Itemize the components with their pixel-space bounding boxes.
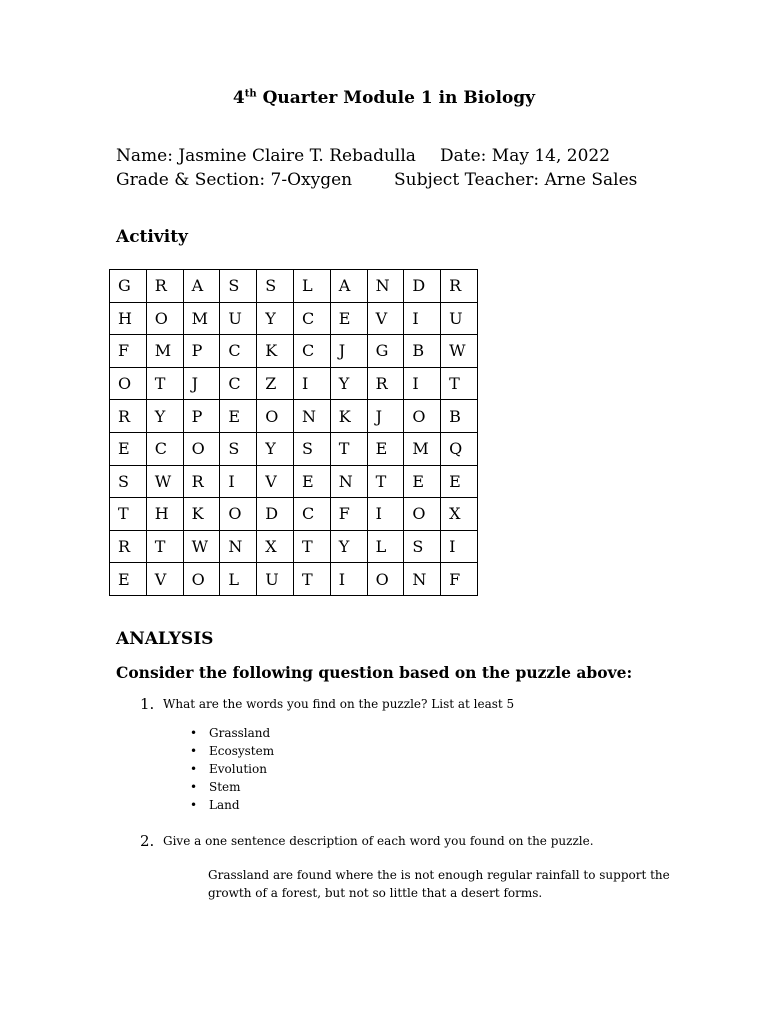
subject-teacher: Subject Teacher: Arne Sales [394, 170, 638, 190]
grid-cell: L [367, 530, 404, 563]
grid-cell: O [257, 400, 294, 433]
grid-cell: T [146, 367, 183, 400]
grid-cell: M [146, 335, 183, 368]
grid-cell: J [183, 367, 220, 400]
question-2-number: 2. [140, 832, 155, 850]
answer-text: Grassland are found where the is not enough regular rainfall to support the growth of a forest, but not so little that a desert forms. [208, 868, 670, 900]
grid-cell: X [257, 530, 294, 563]
list-item: • Stem [190, 778, 274, 796]
grid-cell: T [146, 530, 183, 563]
grid-row [110, 302, 478, 335]
grid-cell: O [220, 498, 257, 531]
grid-cell: I [293, 367, 330, 400]
grid-cell: A [330, 270, 367, 303]
grid-cell: E [220, 400, 257, 433]
page-title [0, 88, 768, 108]
grid-cell: T [330, 432, 367, 465]
grid-cell: C [293, 302, 330, 335]
question-2-text: Give a one sentence description of each word you found on the puzzle. [163, 834, 594, 848]
title-number: 4 [232, 88, 245, 108]
grid-cell: W [441, 335, 478, 368]
grid-cell: L [293, 270, 330, 303]
grid-cell: T [441, 367, 478, 400]
grid-cell: R [441, 270, 478, 303]
grid-cell: U [257, 563, 294, 596]
grid-cell: F [441, 563, 478, 596]
grid-cell: B [404, 335, 441, 368]
grid-cell: Y [257, 302, 294, 335]
analysis-heading: ANALYSIS [116, 629, 214, 649]
grid-row [110, 465, 478, 498]
grid-cell: Y [146, 400, 183, 433]
grid-cell: S [293, 432, 330, 465]
grid-cell: I [330, 563, 367, 596]
instruction-text: Consider the following question based on the puzzle above: [116, 663, 633, 682]
list-item: • Evolution [190, 760, 274, 778]
grid-cell: C [220, 335, 257, 368]
grid-cell: I [441, 530, 478, 563]
grid-cell: H [110, 302, 147, 335]
grade-section: Grade & Section: 7-Oxygen [116, 170, 353, 190]
list-item: • Ecosystem [190, 742, 274, 760]
title-superscript: th [244, 88, 257, 100]
grid-cell: R [146, 270, 183, 303]
grid-cell: N [330, 465, 367, 498]
grid-cell: E [110, 563, 147, 596]
grid-cell: T [293, 530, 330, 563]
grid-cell: J [367, 400, 404, 433]
grid-cell: S [110, 465, 147, 498]
grid-cell: N [404, 563, 441, 596]
word-list [190, 724, 274, 814]
grid-cell: K [330, 400, 367, 433]
grid-cell: V [367, 302, 404, 335]
grid-row [110, 400, 478, 433]
grid-cell: O [146, 302, 183, 335]
grid-cell: S [257, 270, 294, 303]
grid-cell: C [293, 335, 330, 368]
grid-cell: O [110, 367, 147, 400]
grid-cell: O [404, 400, 441, 433]
list-item: • Grassland [190, 724, 274, 742]
grid-cell: Y [330, 367, 367, 400]
grid-cell: S [220, 432, 257, 465]
grid-cell: E [404, 465, 441, 498]
grid-cell: O [183, 563, 220, 596]
grid-cell: C [293, 498, 330, 531]
grid-cell: M [404, 432, 441, 465]
grid-cell: P [183, 335, 220, 368]
grid-cell: H [146, 498, 183, 531]
grid-cell: I [404, 367, 441, 400]
grid-cell: U [220, 302, 257, 335]
grid-cell: Y [257, 432, 294, 465]
grid-cell: R [183, 465, 220, 498]
grid-cell: W [146, 465, 183, 498]
grid-cell: E [441, 465, 478, 498]
grid-cell: F [110, 335, 147, 368]
grid-row [110, 335, 478, 368]
grid-cell: O [367, 563, 404, 596]
grid-cell: J [330, 335, 367, 368]
list-item: • Land [190, 796, 274, 814]
grid-row [110, 498, 478, 531]
grid-cell: Y [330, 530, 367, 563]
date-field: Date: May 14, 2022 [440, 146, 611, 166]
grid-cell: D [257, 498, 294, 531]
grid-cell: P [183, 400, 220, 433]
word-search-grid [109, 269, 478, 596]
grid-cell: G [110, 270, 147, 303]
grid-cell: D [404, 270, 441, 303]
grid-cell: M [183, 302, 220, 335]
grid-cell: E [367, 432, 404, 465]
grid-row [110, 367, 478, 400]
grid-cell: S [220, 270, 257, 303]
grid-cell: I [367, 498, 404, 531]
grid-cell: Q [441, 432, 478, 465]
grid-cell: T [110, 498, 147, 531]
grid-row [110, 270, 478, 303]
student-name: Name: Jasmine Claire T. Rebadulla [116, 146, 416, 166]
grid-cell: L [220, 563, 257, 596]
grid-cell: W [183, 530, 220, 563]
grid-cell: K [183, 498, 220, 531]
grid-cell: G [367, 335, 404, 368]
activity-heading: Activity [116, 227, 188, 247]
grid-cell: N [293, 400, 330, 433]
grid-cell: Z [257, 367, 294, 400]
grid-cell: I [404, 302, 441, 335]
title-text: Quarter Module 1 in Biology [256, 88, 536, 108]
grid-row [110, 530, 478, 563]
grid-row [110, 563, 478, 596]
grid-cell: S [404, 530, 441, 563]
grid-cell: N [367, 270, 404, 303]
grid-cell: K [257, 335, 294, 368]
grid-cell: R [110, 530, 147, 563]
grid-cell: R [367, 367, 404, 400]
grid-cell: C [146, 432, 183, 465]
grid-cell: V [257, 465, 294, 498]
grid-cell: X [441, 498, 478, 531]
grid-cell: O [404, 498, 441, 531]
grid-cell: I [220, 465, 257, 498]
grid-row [110, 432, 478, 465]
grid-cell: R [110, 400, 147, 433]
grid-cell: N [220, 530, 257, 563]
grid-cell: C [220, 367, 257, 400]
question-1-text: What are the words you find on the puzzle? List at least 5 [163, 697, 515, 711]
grid-cell: F [330, 498, 367, 531]
grid-cell: E [330, 302, 367, 335]
grid-cell: B [441, 400, 478, 433]
grid-cell: O [183, 432, 220, 465]
grid-cell: T [293, 563, 330, 596]
grid-cell: A [183, 270, 220, 303]
grid-cell: T [367, 465, 404, 498]
grid-cell: E [110, 432, 147, 465]
grid-cell: E [293, 465, 330, 498]
grid-cell: U [441, 302, 478, 335]
question-1-number: 1. [140, 695, 155, 713]
grid-cell: V [146, 563, 183, 596]
